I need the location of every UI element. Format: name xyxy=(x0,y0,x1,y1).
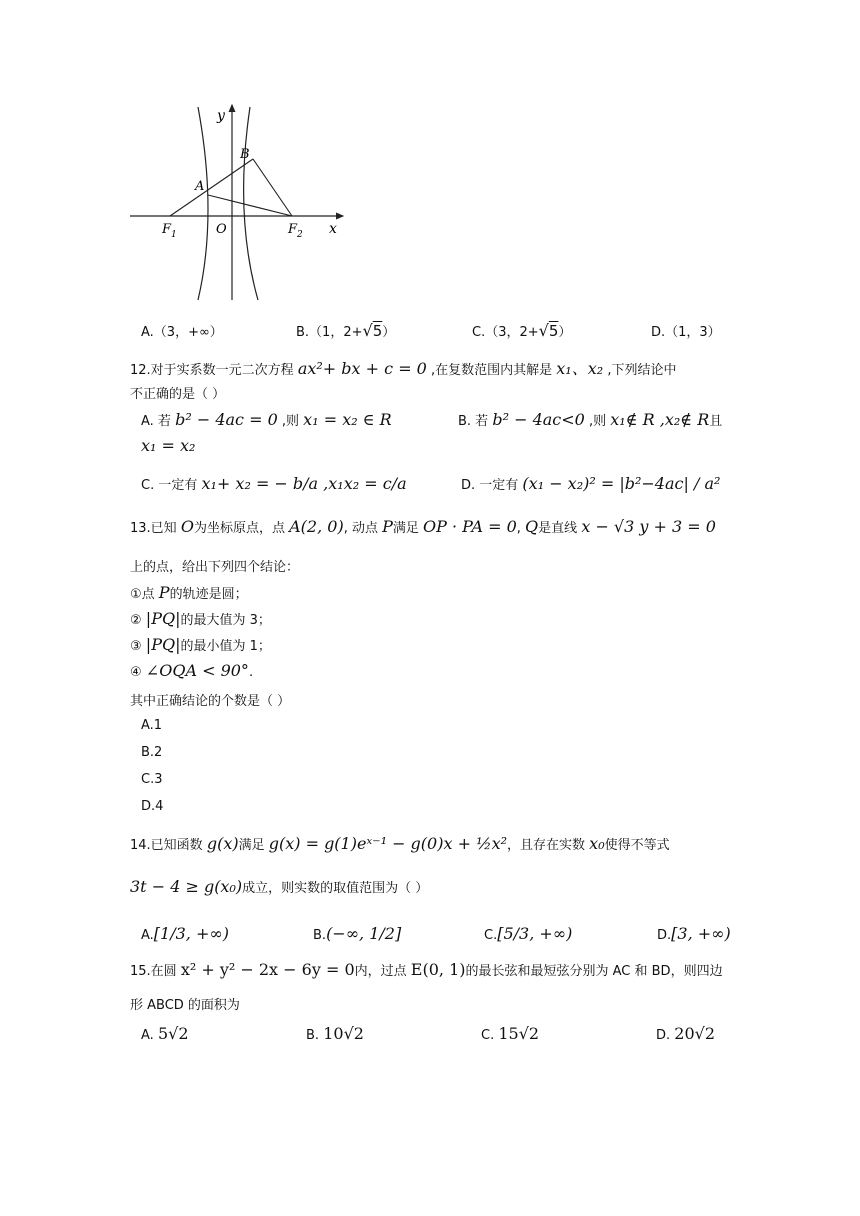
q13-ask: 其中正确结论的个数是（ ） xyxy=(130,694,291,709)
label-x: x xyxy=(329,221,337,237)
q13-item-3: ③ |PQ|的最小值为 1； xyxy=(130,635,271,654)
q12-stem-line1: 12.对于实系数一元二次方程 ax²+ bx + c = 0 ,在复数范围内其解是 x₁、x₂ ,下列结论中 xyxy=(130,359,677,378)
q13-option-a: A.1 xyxy=(141,718,163,733)
q15-stem-line1: 15.在圆 x² + y² − 2x − 6y = 0内，过点 E(0, 1)的最长弦和最短弦分别为 AC 和 BD，则四边 xyxy=(130,960,723,979)
label-o: O xyxy=(216,222,227,237)
q15-option-b: B. 10√2 xyxy=(306,1024,364,1043)
q11-option-a: A.（3，+∞） xyxy=(141,325,223,340)
left-branch xyxy=(198,107,208,300)
label-y: y xyxy=(217,108,225,124)
q13-stem-line2: 上的点，给出下列四个结论： xyxy=(130,560,300,575)
q15-option-d: D. 20√2 xyxy=(656,1024,716,1043)
q14-option-b: B.(−∞, 1/2] xyxy=(313,924,402,943)
q15-option-a: A. 5√2 xyxy=(141,1024,189,1043)
q13-item-1: ①点 P的轨迹是圆； xyxy=(130,583,248,602)
q15-stem-line2: 形 ABCD 的面积为 xyxy=(130,998,240,1013)
q14-option-d: D.[3, +∞) xyxy=(657,924,731,943)
q11-option-d: D.（1，3） xyxy=(651,325,721,340)
q14-stem-line2: 3t − 4 ≥ g(x₀)成立，则实数的取值范围为（ ） xyxy=(130,877,429,896)
q12-option-b: B. 若 b² − 4ac<0 ,则 x₁∉ R ,x₂∉ R且 xyxy=(458,410,723,429)
q12-option-d: D. 一定有 (x₁ − x₂)² = |b²−4ac| / a² xyxy=(461,474,721,493)
q13-item-2: ② |PQ|的最大值为 3； xyxy=(130,609,271,628)
label-f2: $F_2$ xyxy=(288,222,303,240)
q14-option-a: A.[1/3, +∞) xyxy=(141,924,229,943)
q14-option-c: C.[5/3, +∞) xyxy=(484,924,573,943)
label-b: B xyxy=(240,147,250,162)
q11-option-b: B.（1，2+√5） xyxy=(296,321,396,340)
q12-stem-line2: 不正确的是（ ） xyxy=(130,387,226,402)
right-branch xyxy=(244,107,258,300)
q13-option-d: D.4 xyxy=(141,799,164,814)
line-f1-b xyxy=(170,159,253,216)
hyperbola-figure xyxy=(120,95,360,310)
label-f1: $F_1$ xyxy=(162,222,177,240)
q12-option-c: C. 一定有 x₁+ x₂ = − b/a ,x₁x₂ = c/a xyxy=(141,474,407,493)
label-a: A xyxy=(195,179,205,194)
q14-stem-line1: 14.已知函数 g(x)满足 g(x) = g(1)eˣ⁻¹ − g(0)x + ½x²，且存在实数 x₀使得不等式 xyxy=(130,834,670,853)
q13-option-c: C.3 xyxy=(141,772,163,787)
q13-stem-line1: 13.已知 O为坐标原点，点 A(2, 0), 动点 P满足 OP · PA = 0, Q是直线 x − √3 y + 3 = 0 xyxy=(130,517,716,536)
q13-option-b: B.2 xyxy=(141,745,163,760)
q12-option-a: A. 若 b² − 4ac = 0 ,则 x₁ = x₂ ∈ R xyxy=(141,410,392,429)
q15-option-c: C. 15√2 xyxy=(481,1024,540,1043)
q12-option-b-cont: x₁ = x₂ xyxy=(141,436,196,455)
q11-option-c: C.（3，2+√5） xyxy=(472,321,572,340)
q13-item-4: ④ ∠OQA < 90°. xyxy=(130,661,254,680)
